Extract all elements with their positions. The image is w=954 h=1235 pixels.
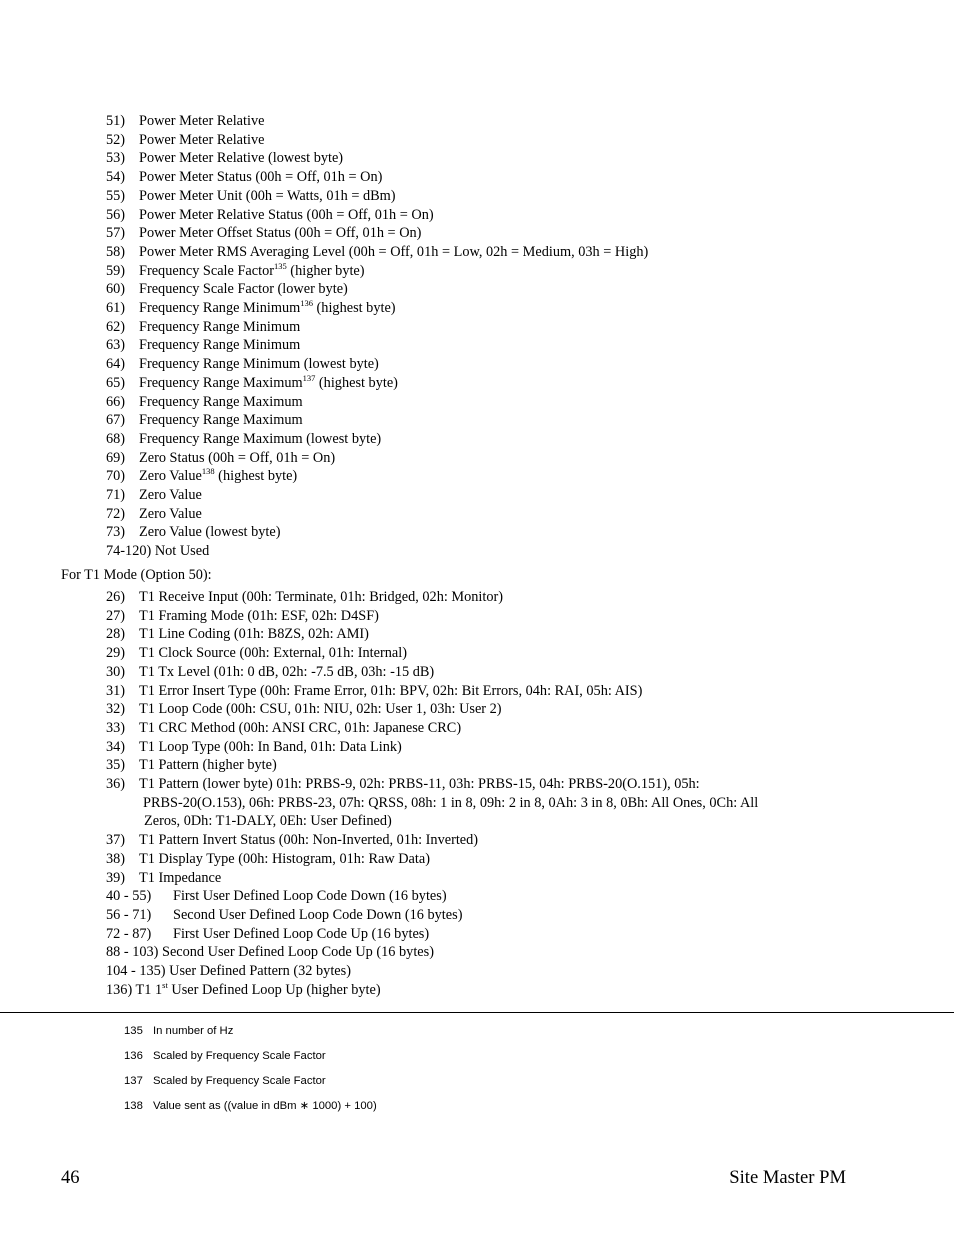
item-number: 71) — [106, 487, 126, 503]
list-item — [106, 374, 398, 393]
item-text: T1 Error Insert Type (00h: Frame Error, 01h: BPV, 02h: Bit Errors, 04h: RAI, 05h: AIS) — [139, 682, 643, 699]
document-title: Site Master PM — [729, 1167, 846, 1188]
list-item — [106, 906, 462, 925]
footnote-text: In number of Hz — [153, 1025, 234, 1037]
item-number: 32) — [106, 701, 126, 718]
list-item — [106, 280, 348, 299]
item-number: 70) — [106, 468, 126, 485]
list-item — [106, 411, 303, 430]
list-item — [106, 981, 381, 1000]
item-text: Frequency Range Maximum — [139, 374, 303, 391]
item-number: 39) — [106, 869, 126, 886]
item-text: Power Meter Relative Status (00h = Off, 01h = On) — [139, 206, 434, 223]
item-text: Frequency Range Maximum — [139, 393, 303, 410]
item-text: Frequency Range Minimum — [139, 318, 301, 335]
item-text: Zero Status (00h = Off, 01h = On) — [139, 449, 336, 466]
item-number: 68) — [106, 430, 126, 447]
item-number: 66) — [106, 393, 126, 410]
list-item — [106, 112, 264, 131]
item-number: 63) — [106, 337, 126, 354]
list-item — [106, 262, 365, 281]
item-text: T1 Framing Mode (01h: ESF, 02h: D4SF) — [139, 607, 379, 624]
item-text: First User Defined Loop Code Down (16 bytes) — [173, 888, 447, 905]
item-text: Power Meter Relative (lowest byte) — [139, 150, 344, 167]
item-text: Zero Value (lowest byte) — [139, 524, 281, 541]
item-text-after: (highest byte) — [312, 300, 396, 316]
item-text-after: (highest byte) — [214, 468, 298, 485]
item-number: 29) — [106, 645, 126, 662]
list-item — [106, 299, 396, 318]
list-item — [106, 588, 503, 607]
item-text: T1 Display Type (00h: Histogram, 01h: Raw Data) — [139, 850, 430, 867]
item-text: T1 Pattern (higher byte) — [139, 757, 277, 774]
page-number: 46 — [61, 1167, 80, 1188]
item-text: Frequency Range Maximum — [139, 412, 303, 429]
item-number: 36) — [106, 776, 126, 792]
list-item — [106, 393, 303, 412]
item-number: 64) — [106, 356, 126, 373]
list-item — [106, 644, 407, 663]
list-item — [106, 625, 369, 644]
list-item — [106, 775, 700, 794]
item-number: 53) — [106, 150, 126, 167]
footnote-ref: 135 — [273, 260, 287, 271]
item-number: 58) — [106, 243, 126, 260]
list-item — [106, 756, 277, 775]
footnote-number: 138 — [124, 1100, 143, 1112]
item-text: T1 Pattern Invert Status (00h: Non-Inverted, 01h: Inverted) — [139, 832, 479, 849]
list-item — [106, 467, 297, 486]
footnote-text: Scaled by Frequency Scale Factor — [153, 1050, 326, 1062]
item-text: Frequency Range Minimum — [139, 337, 301, 354]
item-text: Power Meter Relative — [139, 113, 265, 129]
item-number: 56 - 71) — [106, 906, 152, 923]
item-continuation: Zeros, 0Dh: T1-DALY, 0Eh: User Defined) — [144, 813, 392, 830]
list-item — [106, 719, 461, 738]
item-number: 55) — [106, 187, 126, 204]
footnote-number: 137 — [124, 1075, 143, 1087]
list-item — [106, 663, 434, 682]
item-number: 33) — [106, 719, 126, 736]
item-continuation: PRBS-20(O.153), 06h: PRBS-23, 07h: QRSS, 08h: 1 in 8, 09h: 2 in 8, 0Ah: 3 in 8, 0Bh: All Ones, 0Ch: All — [143, 794, 759, 811]
item-text: T1 Clock Source (00h: External, 01h: Internal) — [139, 645, 407, 662]
footnote-separator — [0, 1012, 954, 1013]
item-text-after: User Defined Loop Up (higher byte) — [167, 981, 381, 998]
item-number: 61) — [106, 300, 126, 316]
footnote-number: 135 — [124, 1025, 143, 1037]
list-item — [106, 168, 382, 187]
list-item — [106, 700, 502, 719]
item-number: 51) — [106, 113, 126, 129]
ordinal-suffix: st — [162, 979, 168, 990]
item-number: 26) — [106, 589, 126, 605]
item-text: Frequency Range Minimum — [139, 300, 301, 316]
item-text: Second User Defined Loop Code Down (16 bytes) — [173, 906, 463, 923]
item-number: 57) — [106, 225, 126, 242]
item-number: 28) — [106, 626, 126, 643]
list-item — [106, 682, 642, 701]
list-item — [106, 131, 264, 150]
list-item: 74-120) Not Used — [106, 543, 210, 560]
item-text: T1 CRC Method (00h: ANSI CRC, 01h: Japanese CRC) — [139, 719, 462, 736]
footnote — [124, 1049, 326, 1063]
item-text: T1 Line Coding (01h: B8ZS, 02h: AMI) — [139, 626, 369, 643]
item-text: Frequency Scale Factor — [139, 262, 274, 279]
list-item — [106, 243, 648, 262]
footnote-number: 136 — [124, 1050, 143, 1062]
item-text: Zero Value — [139, 487, 202, 503]
item-number: 65) — [106, 374, 126, 391]
item-text: Power Meter RMS Averaging Level (00h = Off, 01h = Low, 02h = Medium, 03h = High) — [139, 243, 649, 260]
item-number: 73) — [106, 524, 126, 541]
item-number: 60) — [106, 281, 126, 298]
list-item — [106, 224, 421, 243]
item-text: T1 Loop Code (00h: CSU, 01h: NIU, 02h: User 1, 03h: User 2) — [139, 701, 502, 718]
item-number: 72 - 87) — [106, 925, 152, 942]
item-text: Frequency Range Minimum (lowest byte) — [139, 356, 379, 373]
item-text-after: (highest byte) — [315, 374, 398, 391]
item-text: T1 Loop Type (00h: In Band, 01h: Data Link) — [139, 738, 402, 755]
item-number: 59) — [106, 262, 126, 279]
item-text: T1 Tx Level (01h: 0 dB, 02h: -7.5 dB, 03h: -15 dB) — [139, 663, 435, 680]
item-number: 35) — [106, 757, 126, 774]
list-item — [106, 187, 396, 206]
item-number: 30) — [106, 663, 126, 680]
item-number: 52) — [106, 131, 126, 148]
list-item — [106, 869, 221, 888]
list-item — [106, 850, 430, 869]
section-heading: For T1 Mode (Option 50): — [61, 567, 212, 583]
list-item — [106, 607, 379, 626]
item-text: Power Meter Status (00h = Off, 01h = On) — [139, 169, 383, 186]
footnote-ref: 136 — [300, 298, 313, 308]
item-text-after: (higher byte) — [286, 262, 365, 279]
footnote-ref: 138 — [201, 466, 215, 477]
item-number: 62) — [106, 318, 126, 335]
item-text: T1 Pattern (lower byte) 01h: PRBS-9, 02h: PRBS-11, 03h: PRBS-15, 04h: PRBS-20(O.151), 05h: — [139, 776, 700, 792]
item-number: 38) — [106, 850, 126, 867]
list-item — [106, 831, 478, 850]
list-item — [106, 318, 300, 337]
list-item — [106, 449, 335, 468]
item-text: Frequency Range Maximum (lowest byte) — [139, 430, 382, 447]
item-number: 69) — [106, 449, 126, 466]
item-number: 27) — [106, 607, 126, 624]
list-item — [106, 149, 343, 168]
item-text: T1 Impedance — [139, 869, 222, 886]
item-number: 37) — [106, 832, 126, 849]
footnote — [124, 1024, 233, 1038]
footnote-text: Scaled by Frequency Scale Factor — [153, 1075, 326, 1087]
footnote — [124, 1099, 377, 1113]
list-item — [106, 887, 447, 906]
item-number: 40 - 55) — [106, 888, 152, 905]
list-item — [106, 505, 202, 524]
item-text: T1 Receive Input (00h: Terminate, 01h: Bridged, 02h: Monitor) — [139, 589, 504, 605]
item-number: 67) — [106, 412, 126, 429]
footnote-ref: 137 — [302, 372, 316, 383]
item-text: Zero Value — [139, 505, 202, 522]
list-item — [106, 738, 402, 757]
item-text: Power Meter Offset Status (00h = Off, 01h = On) — [139, 225, 422, 242]
item-number: 34) — [106, 738, 126, 755]
item-text: Power Meter Unit (00h = Watts, 01h = dBm) — [139, 187, 396, 204]
item-text: Zero Value — [139, 468, 202, 485]
list-item: 88 - 103) Second User Defined Loop Code Up (16 bytes) — [106, 944, 434, 961]
item-number: 72) — [106, 505, 126, 522]
list-item: 104 - 135) User Defined Pattern (32 bytes) — [106, 963, 351, 979]
item-text: Power Meter Relative — [139, 131, 265, 148]
item-text: First User Defined Loop Code Up (16 bytes) — [173, 925, 430, 942]
list-item — [106, 523, 280, 542]
list-item — [106, 355, 379, 374]
list-item — [106, 486, 202, 505]
item-number: 56) — [106, 206, 126, 223]
footnote-text: Value sent as ((value in dBm ∗ 1000) + 100) — [153, 1100, 377, 1112]
list-item — [106, 206, 434, 225]
list-item — [106, 925, 429, 944]
list-item — [106, 430, 381, 449]
list-item — [106, 336, 300, 355]
footnote — [124, 1074, 326, 1088]
item-text: Frequency Scale Factor (lower byte) — [139, 281, 348, 298]
item-text: 136) T1 1 — [106, 981, 163, 998]
item-number: 31) — [106, 682, 126, 699]
item-number: 54) — [106, 169, 126, 186]
